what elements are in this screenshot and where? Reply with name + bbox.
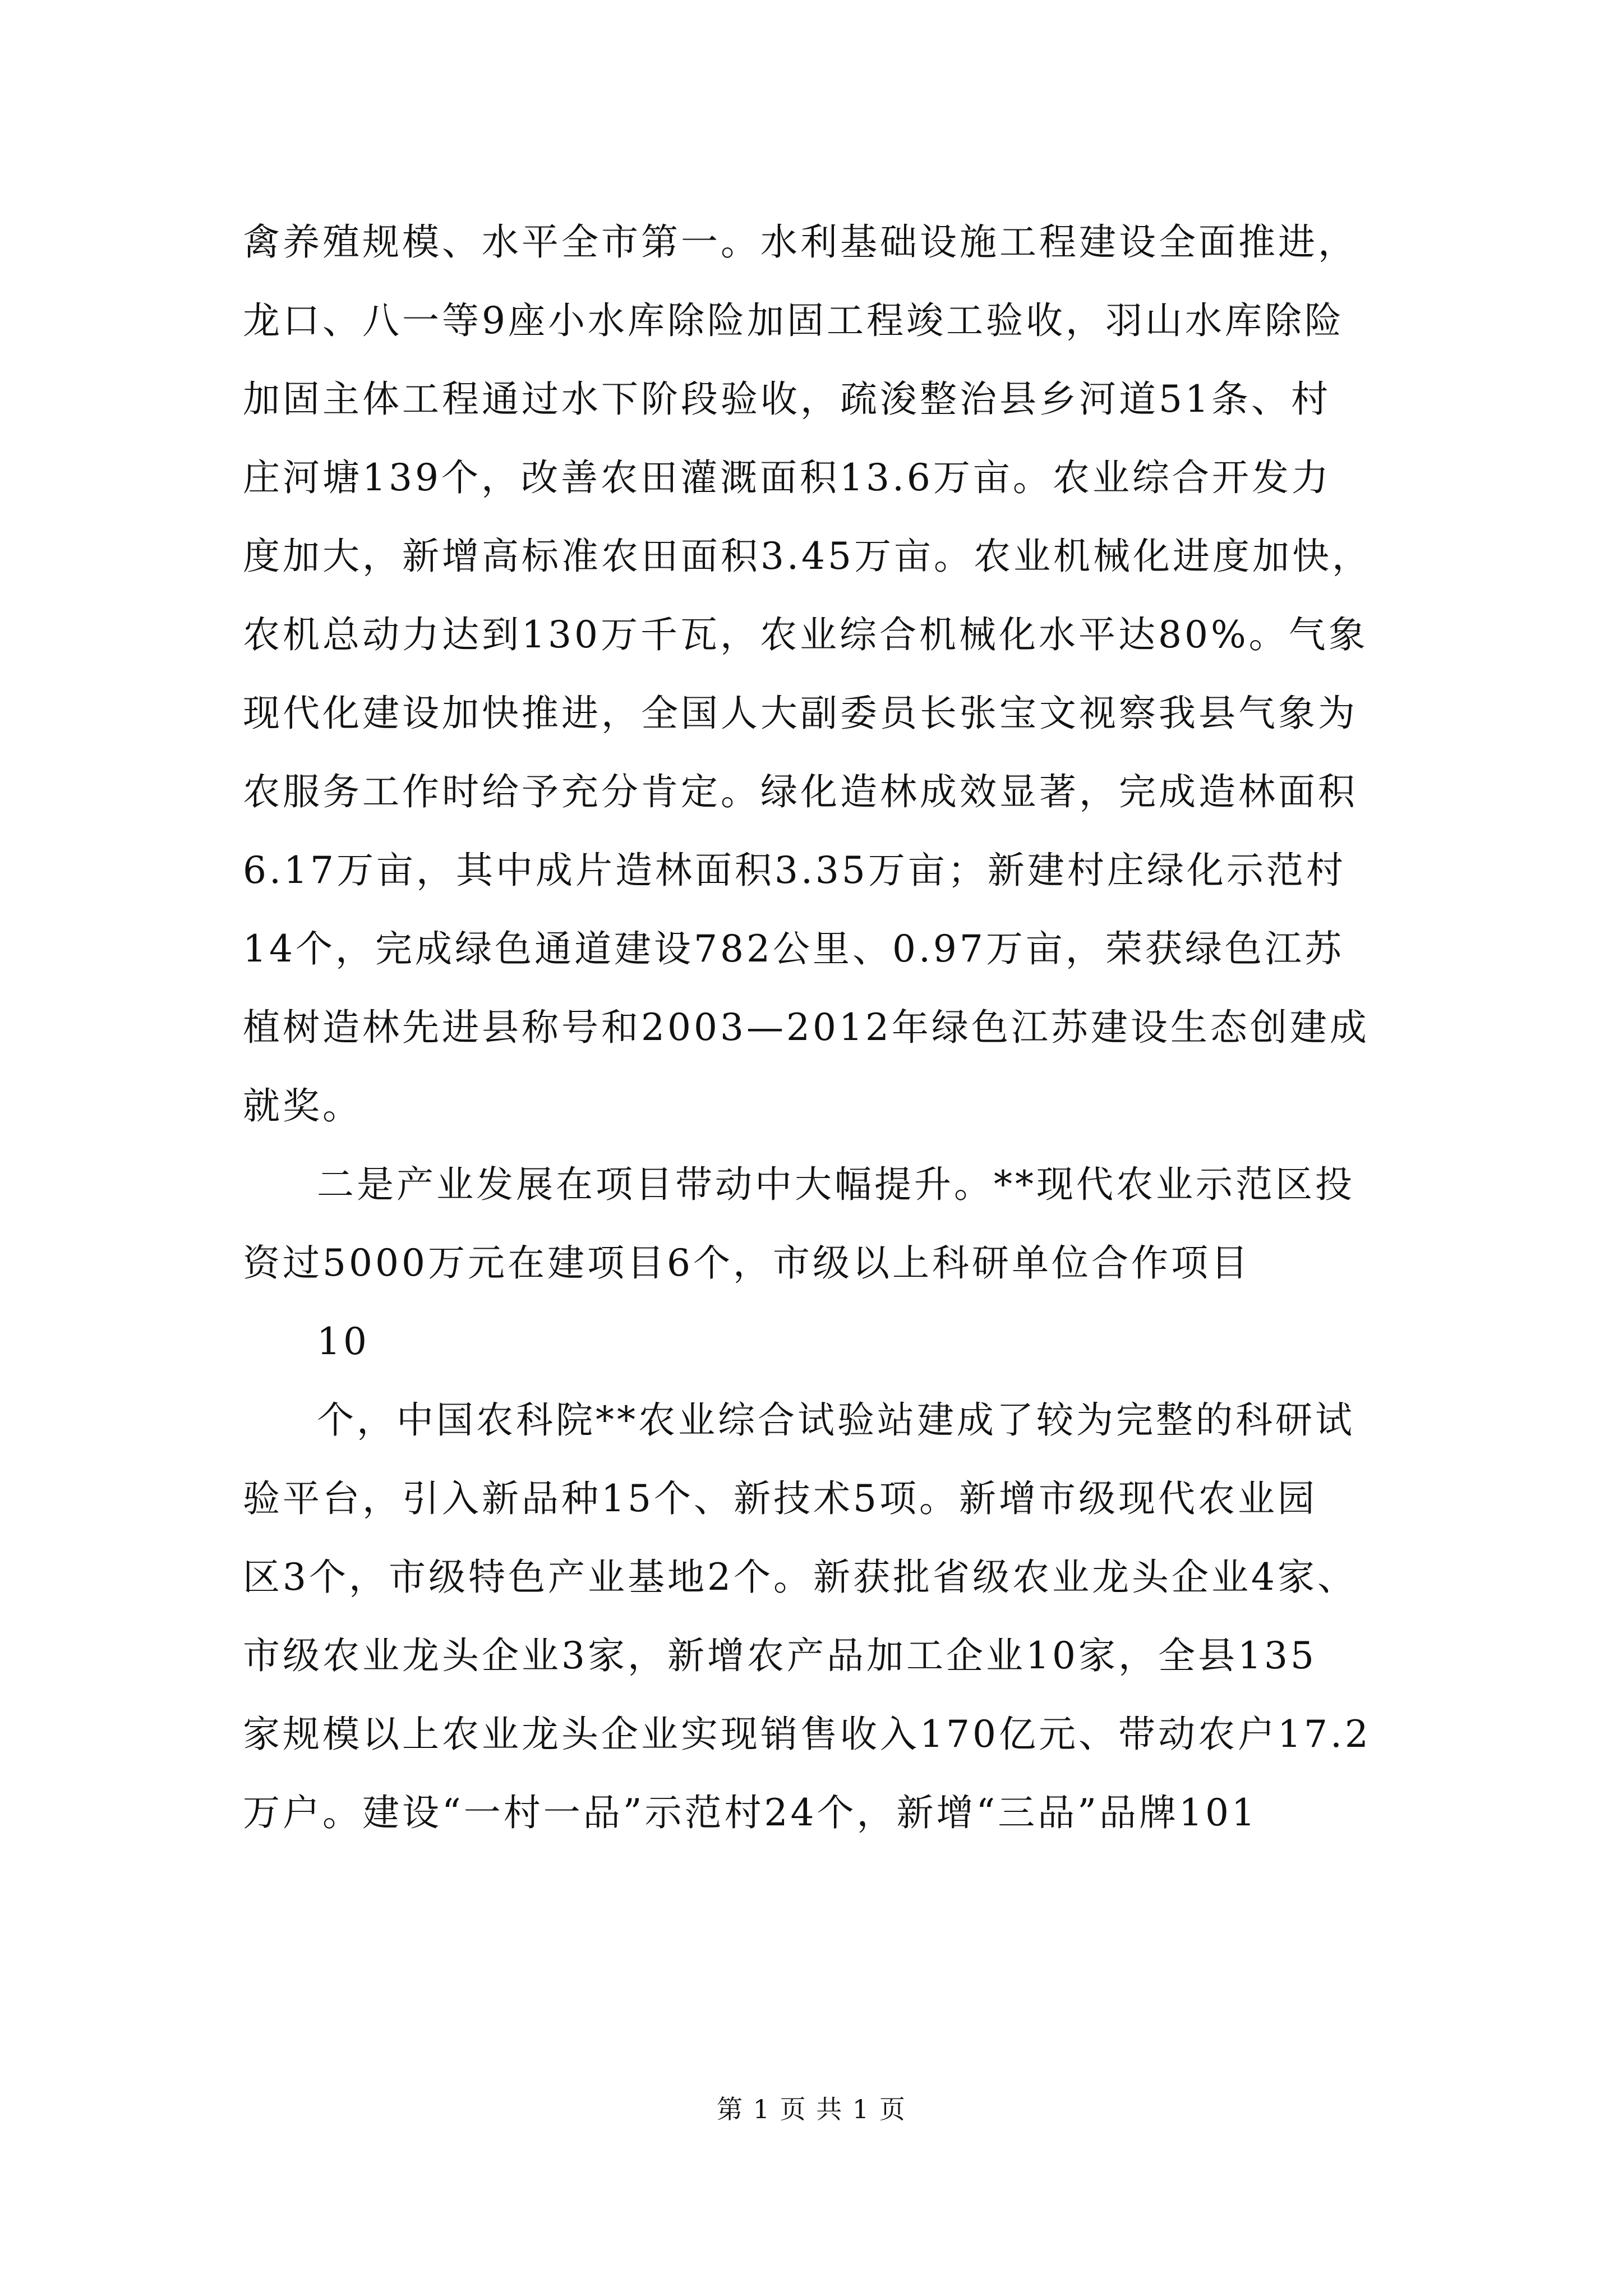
text-line: 验平台，引入新品种15个、新技术5项。新增市级现代农业园 xyxy=(243,1477,1317,1520)
text-line: 龙口、八一等9座小水库除险加固工程竣工验收，羽山水库除险 xyxy=(243,299,1344,342)
text-line: 区3个，市级特色产业基地2个。新获批省级农业龙头企业4家、 xyxy=(243,1556,1357,1599)
text-line: 10 xyxy=(317,1320,370,1363)
text-line: 农机总动力达到130万千瓦，农业综合机械化水平达80%。气象 xyxy=(243,613,1368,656)
text-line: 家规模以上农业龙头企业实现销售收入170亿元、带动农户17.2 xyxy=(243,1713,1371,1756)
text-line: 度加大，新增高标准农田面积3.45万亩。农业机械化进度加快， xyxy=(243,535,1372,578)
text-line: 庄河塘139个，改善农田灌溉面积13.6万亩。农业综合开发力 xyxy=(243,456,1331,499)
text-line: 资过5000万元在建项目6个，市级以上科研单位合作项目 xyxy=(243,1241,1251,1285)
text-line: 14个，完成绿色通道建设782公里、0.97万亩，荣获绿色江苏 xyxy=(243,927,1344,970)
text-line: 二是产业发展在项目带动中大幅提升。**现代农业示范区投 xyxy=(317,1163,1355,1206)
text-line: 万户。建设“一村一品”示范村24个，新增“三品”品牌101 xyxy=(243,1791,1258,1834)
text-line: 农服务工作时给予充分肯定。绿化造林成效显著，完成造林面积 xyxy=(243,770,1358,813)
text-line: 加固主体工程通过水下阶段验收，疏浚整治县乡河道51条、村 xyxy=(243,378,1331,421)
text-line: 个，中国农科院**农业综合试验站建成了较为完整的科研试 xyxy=(317,1398,1355,1442)
text-line: 现代化建设加快推进，全国人大副委员长张宝文视察我县气象为 xyxy=(243,692,1358,735)
text-line: 市级农业龙头企业3家，新增农产品加工企业10家，全县135 xyxy=(243,1634,1317,1677)
page-footer: 第 1 页 共 1 页 xyxy=(717,2094,906,2124)
text-line: 就奖。 xyxy=(243,1084,362,1128)
text-line: 禽养殖规模、水平全市第一。水利基础设施工程建设全面推进， xyxy=(243,220,1358,264)
text-line: 植树造林先进县称号和2003—2012年绿色江苏建设生态创建成 xyxy=(243,1006,1370,1049)
text-line: 6.17万亩，其中成片造林面积3.35万亩；新建村庄绿化示范村 xyxy=(243,849,1346,892)
document-body xyxy=(243,203,1465,1852)
